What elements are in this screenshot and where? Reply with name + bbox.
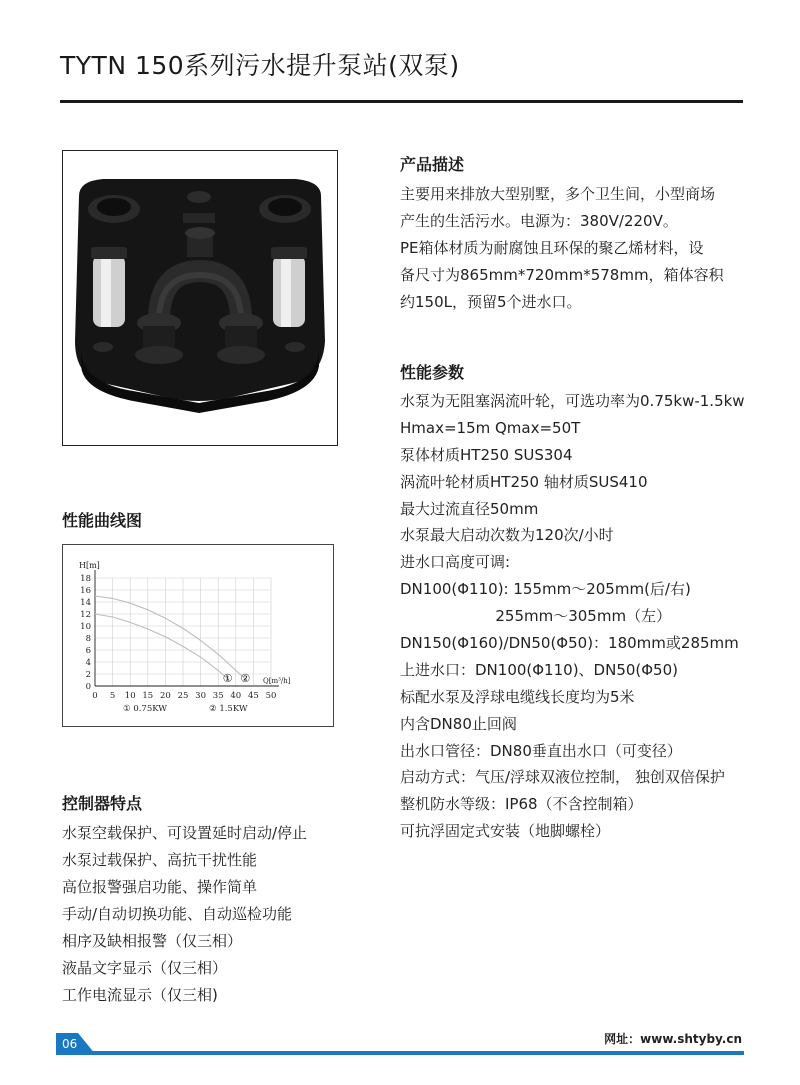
performance-line: 涡流叶轮材质HT250 轴材质SUS410: [400, 472, 648, 491]
controller-line: 水泵过载保护、高抗干扰性能: [62, 851, 258, 869]
y-tick-label: 2: [85, 670, 91, 680]
performance-line: 整机防水等级：IP68（不含控制箱）: [400, 795, 643, 814]
performance-line: 内含DN80止回阀: [400, 714, 517, 733]
legend-item: ② 1.5KW: [209, 704, 248, 714]
performance-line: DN150(Φ160)/DN50(Φ50)：180mm或285mm: [400, 634, 739, 653]
y-tick-label: 6: [85, 646, 91, 656]
controller-heading: 控制器特点: [62, 794, 143, 813]
performance-line: DN100(Φ110): 155mm～205mm(后/右): [400, 580, 691, 599]
controller-line: 工作电流显示（仅三相): [62, 986, 218, 1004]
x-tick-label: 45: [247, 691, 259, 701]
product-desc-line: PE箱体材质为耐腐蚀且环保的聚乙烯材料，设: [400, 239, 704, 257]
x-tick-label: 15: [142, 691, 154, 701]
performance-line: 水泵最大启动次数为120次/小时: [400, 526, 614, 545]
page-number: 06: [62, 1037, 78, 1051]
controller-line: 相序及缺相报警（仅三相）: [62, 932, 243, 950]
x-tick-label: 30: [195, 691, 207, 701]
performance-line: 启动方式：气压/浮球双液位控制， 独创双倍保护: [400, 768, 725, 787]
x-tick-label: 40: [230, 691, 242, 701]
product-desc-line: 主要用来排放大型别墅，多个卫生间，小型商场: [400, 185, 716, 203]
y-tick-label: 10: [80, 622, 91, 632]
performance-heading: 性能参数: [400, 363, 465, 382]
y-tick-label: 16: [80, 586, 91, 596]
performance-line: 泵体材质HT250 SUS304: [400, 445, 573, 464]
y-tick-label: 0: [85, 682, 91, 692]
controller-line: 水泵空载保护、可设置延时启动/停止: [62, 824, 308, 842]
product-desc-line: 产生的生活污水。电源为：380V/220V。: [400, 212, 678, 230]
y-tick-label: 14: [80, 598, 91, 608]
y-tick-label: 12: [80, 610, 91, 620]
title-divider: [60, 100, 743, 103]
series-marker-label: ①: [222, 672, 233, 685]
x-tick-label: 20: [159, 691, 171, 701]
curve-svg: [63, 545, 333, 726]
x-tick-label: 0: [92, 691, 98, 701]
y-axis-label: H[m]: [79, 561, 100, 570]
controller-list: [62, 820, 307, 1009]
x-axis-label: Q[m³/h]: [263, 677, 291, 685]
y-tick-label: 8: [85, 634, 91, 644]
performance-line: 可抗浮固定式安装（地脚螺栓）: [400, 822, 611, 841]
x-tick-label: 10: [124, 691, 136, 701]
x-tick-label: 5: [109, 691, 116, 701]
product-desc-line: 约150L，预留5个进水口。: [400, 293, 582, 311]
controller-line: 高位报警强启功能、操作简单: [62, 878, 258, 896]
pump-station-render-icon: [63, 151, 336, 444]
x-tick-label: 35: [212, 691, 224, 701]
series-marker-label: ②: [240, 672, 251, 685]
x-tick-label: 50: [265, 691, 277, 701]
x-tick-label: 25: [177, 691, 189, 701]
legend-item: ① 0.75KW: [123, 704, 168, 714]
performance-line: 进水口高度可调:: [400, 553, 511, 572]
footer-rule: [56, 1051, 744, 1055]
performance-line: 255mm～305mm（左）: [400, 607, 672, 626]
performance-curve-chart: [62, 544, 334, 727]
performance-line: 上进水口：DN100(Φ110)、DN50(Φ50): [400, 660, 678, 679]
product-desc-line: 备尺寸为865mm*720mm*578mm，箱体容积: [400, 266, 724, 284]
product-desc-heading: 产品描述: [400, 155, 465, 174]
product-image-frame: [62, 150, 338, 446]
page-title: TYTN 150系列污水提升泵站(双泵): [60, 51, 460, 80]
performance-line: 出水口管径：DN80垂直出水口（可变径）: [400, 741, 682, 760]
performance-line: 标配水泵及浮球电缆线长度均为5米: [400, 687, 635, 706]
curve-heading: 性能曲线图: [62, 511, 143, 530]
product-desc-text: [400, 181, 724, 316]
controller-line: 手动/自动切换功能、自动巡检功能: [62, 905, 293, 923]
y-tick-label: 18: [80, 574, 91, 584]
performance-line: Hmax=15m Qmax=50T: [400, 418, 581, 437]
website-url: 网址：www.shtyby.cn: [604, 1032, 742, 1046]
y-tick-label: 4: [85, 658, 91, 668]
performance-list: [400, 388, 745, 845]
controller-line: 液晶文字显示（仅三相）: [62, 959, 228, 977]
performance-line: 最大过流直径50mm: [400, 499, 539, 518]
performance-line: 水泵为无阻塞涡流叶轮，可选功率为0.75kw-1.5kw: [400, 392, 745, 410]
